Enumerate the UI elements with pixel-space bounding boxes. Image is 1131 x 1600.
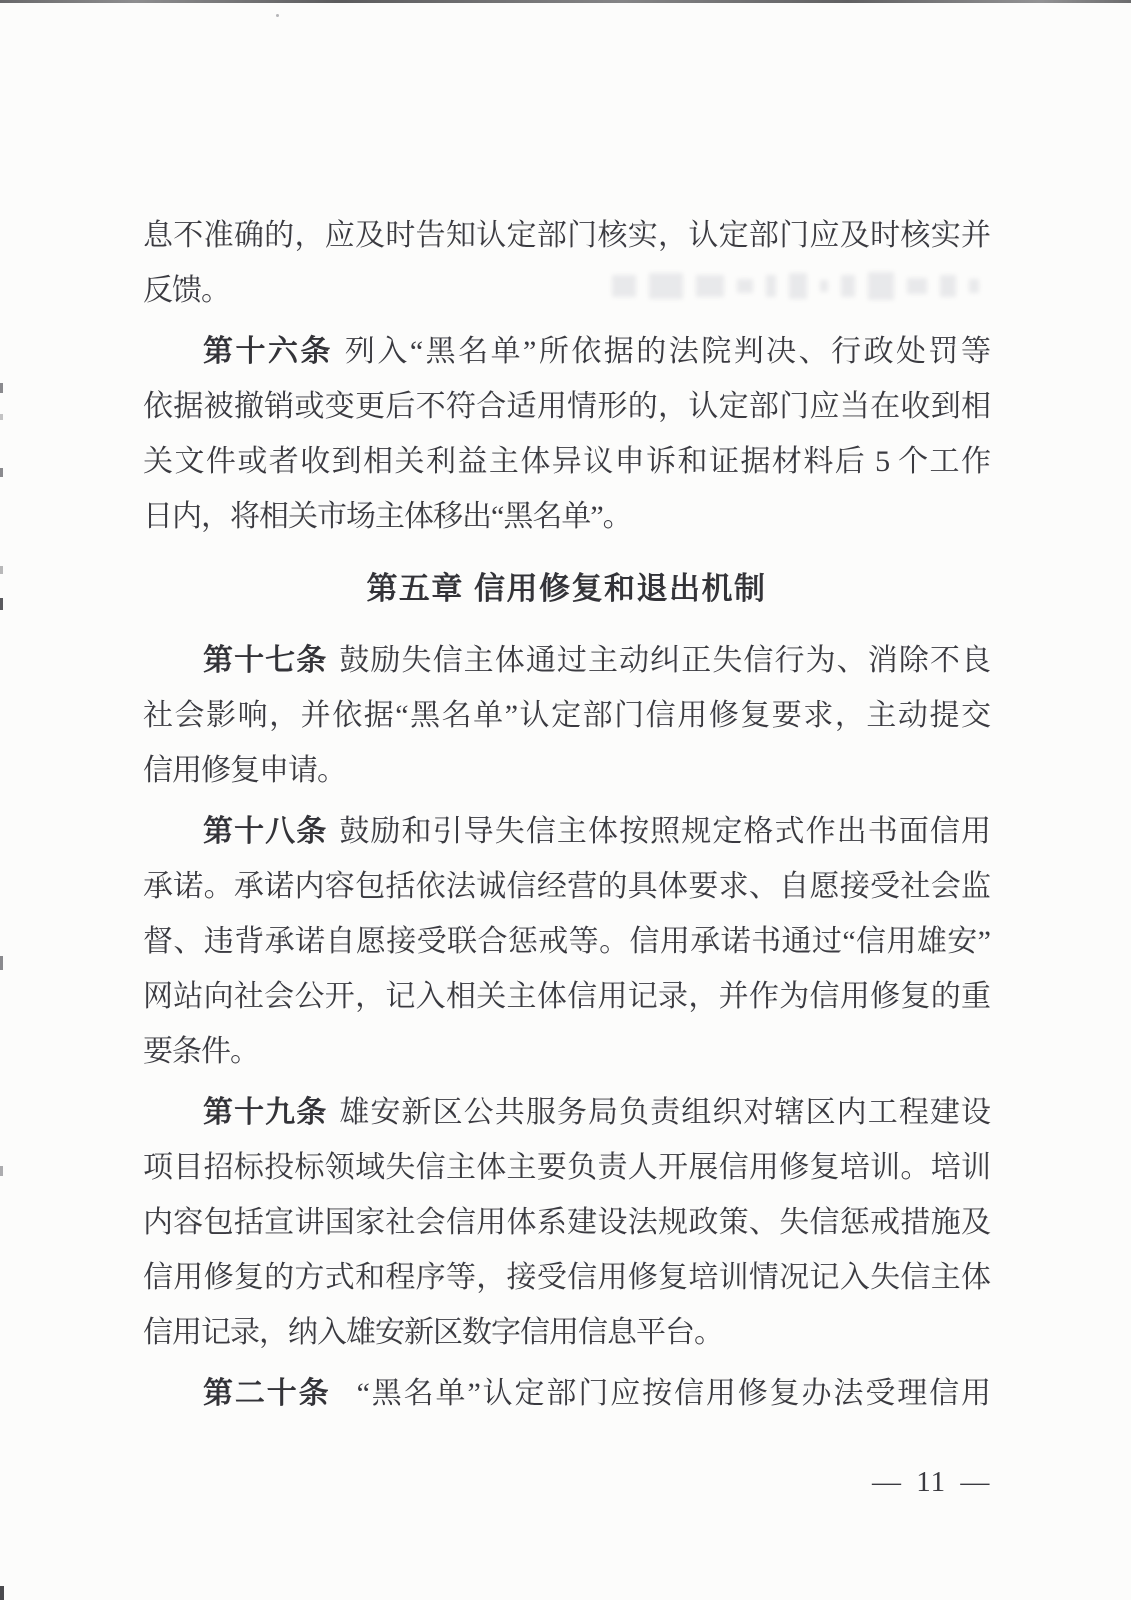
scan-edge-mark — [0, 468, 3, 477]
article-text: 列入“黑名单”所依据的法院判决、行政处罚等 — [344, 335, 991, 368]
text-line: 信用修复申请。 — [143, 754, 346, 787]
text-line: 社会影响，并依据“黑名单”认定部门信用修复要求，主动提交 — [143, 699, 990, 732]
scan-edge-mark — [0, 566, 3, 574]
article-number: 第十七条 — [203, 644, 328, 677]
text-line: 督、违背承诺自愿接受联合惩戒等。信用承诺书通过“信用雄安” — [143, 925, 990, 958]
scan-edge-mark — [0, 383, 3, 393]
document-body — [143, 208, 990, 1421]
article-text: 鼓励失信主体通过主动纠正失信行为、消除不良 — [339, 644, 991, 677]
scan-edge-mark — [0, 956, 3, 970]
article-number: 第十九条 — [203, 1096, 328, 1129]
article-text: 鼓励和引导失信主体按照规定格式作出书面信用 — [339, 815, 991, 848]
chapter-heading: 第五章 信用修复和退出机制 — [366, 571, 767, 606]
article-text: “黑名单”认定部门应按信用修复办法受理信用 — [356, 1377, 990, 1410]
article-number: 第十六条 — [203, 335, 333, 368]
text-line: 信用记录，纳入雄安新区数字信用信息平台。 — [143, 1316, 723, 1349]
page-number: — 11 — — [872, 1466, 991, 1498]
text-line: 网站向社会公开，记入相关主体信用记录，并作为信用修复的重 — [143, 980, 990, 1013]
text-line — [143, 1085, 990, 1140]
scan-corner-mark — [0, 1586, 4, 1600]
text-line: 反馈。 — [143, 274, 230, 307]
text-line — [143, 804, 990, 859]
text-line: 项目招标投标领域失信主体主要负责人开展信用修复培训。培训 — [143, 1151, 990, 1184]
text-line — [143, 1366, 990, 1421]
text-line: 依据被撤销或变更后不符合适用情形的，认定部门应当在收到相 — [143, 390, 990, 423]
article-number: 第二十条 — [203, 1377, 331, 1410]
text-line: 承诺。承诺内容包括依法诚信经营的具体要求、自愿接受社会监 — [143, 870, 990, 903]
scan-speck — [276, 14, 279, 17]
text-line: 要条件。 — [143, 1035, 259, 1068]
article-number: 第十八条 — [203, 815, 328, 848]
text-line: 内容包括宣讲国家社会信用体系建设法规政策、失信惩戒措施及 — [143, 1206, 990, 1239]
text-line: 日内，将相关市场主体移出“黑名单”。 — [143, 500, 632, 533]
text-line: 关文件或者收到相关利益主体异议申诉和证据材料后 5 个工作 — [143, 445, 990, 478]
scan-top-edge-artifact — [0, 0, 1131, 3]
text-line — [143, 324, 990, 379]
text-line — [143, 633, 990, 688]
scan-edge-mark — [0, 414, 3, 420]
scan-edge-mark — [0, 598, 3, 610]
text-line: 信用修复的方式和程序等，接受信用修复培训情况记入失信主体 — [143, 1261, 990, 1294]
scan-edge-mark — [0, 1166, 3, 1176]
article-text: 雄安新区公共服务局负责组织对辖区内工程建设 — [339, 1096, 991, 1129]
text-line: 息不准确的，应及时告知认定部门核实，认定部门应及时核实并 — [143, 219, 990, 252]
